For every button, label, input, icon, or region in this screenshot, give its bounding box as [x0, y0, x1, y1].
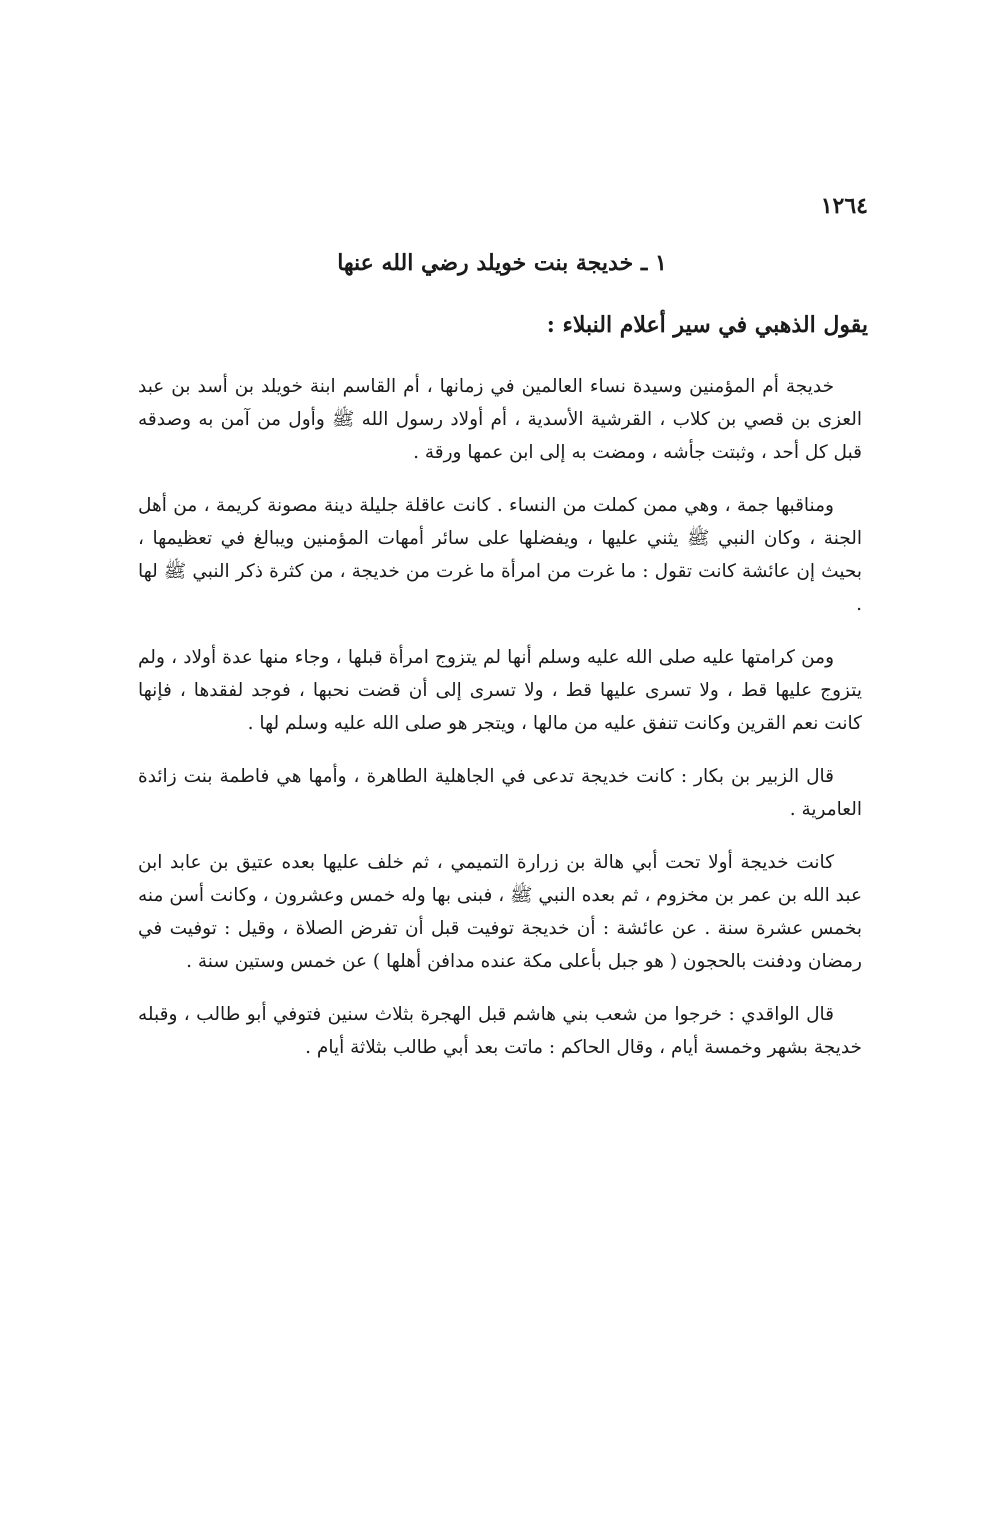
paragraph: ومن كرامتها عليه صلى الله عليه وسلم أنها لم يتزوج امرأة قبلها ، وجاء منها عدة أولاد ، ولم يتزوج عليها قط ، ولا تسرى عليها قط ، ولا تسرى إلى أن قضت نحبها ، فوجد لفقدها ، فإنها كانت نعم القرين وكانت تنفق عليه من مالها ، ويتجر هو صلى الله عليه وسلم لها . [138, 647, 862, 734]
paragraph: ومناقبها جمة ، وهي ممن كملت من النساء . كانت عاقلة جليلة دينة مصونة كريمة ، من أهل الجنة ، وكان النبي ﷺ يثني عليها ، ويفضلها على سائر أمهات المؤمنين ويبالغ في تعظيمها ، بحيث إن عائشة كانت تقول : ما غرت من امرأة ما غرت من خديجة ، من كثرة ذكر النبي ﷺ لها . [138, 495, 862, 615]
paragraph: قال الواقدي : خرجوا من شعب بني هاشم قبل الهجرة بثلاث سنين فتوفي أبو طالب ، وقبله خديجة بشهر وخمسة أيام ، وقال الحاكم : ماتت بعد أبي طالب بثلاثة أيام . [138, 1004, 862, 1058]
paragraph: كانت خديجة أولا تحت أبي هالة بن زرارة التميمي ، ثم خلف عليها بعده عتيق بن عابد ابن عبد الله بن عمر بن مخزوم ، ثم بعده النبي ﷺ ، فبنى بها وله خمس وعشرون ، وكانت أسن منه بخمس عشرة سنة . عن عائشة : أن خديجة توفيت قبل أن تفرض الصلاة ، وقيل : توفيت في رمضان ودفنت بالحجون ( هو جبل بأعلى مكة عنده مدافن أهلها ) عن خمس وستين سنة . [138, 852, 862, 972]
body-text [138, 370, 862, 1084]
page-number: ١٢٦٤ [820, 193, 868, 219]
section-subheading: يقول الذهبي في سير أعلام النبلاء : [546, 312, 868, 338]
paragraph: قال الزبير بن بكار : كانت خديجة تدعى في الجاهلية الطاهرة ، وأمها هي فاطمة بنت زائدة العامرية . [138, 766, 862, 820]
chapter-title: ١ ـ خديجة بنت خويلد رضي الله عنها [337, 250, 667, 276]
paragraph: خديجة أم المؤمنين وسيدة نساء العالمين في زمانها ، أم القاسم ابنة خويلد بن أسد بن عبد العزى بن قصي بن كلاب ، القرشية الأسدية ، أم أولاد رسول الله ﷺ وأول من آمن به وصدقه قبل كل أحد ، وثبتت جأشه ، ومضت به إلى ابن عمها ورقة . [138, 376, 862, 463]
